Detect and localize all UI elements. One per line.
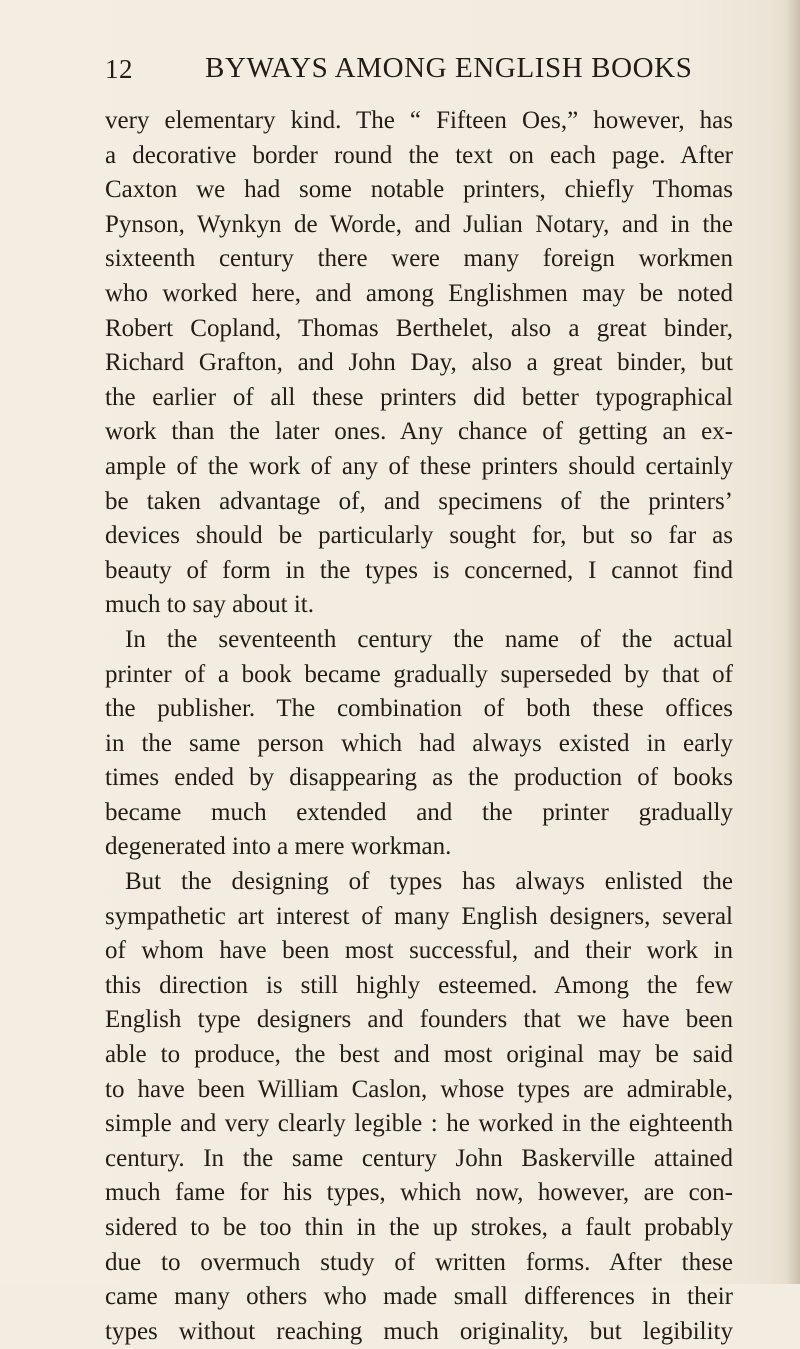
text-line: beauty of form in the types is concerned, I cannot find <box>105 556 733 584</box>
text-line: sympathetic art interest of many English designers, several <box>105 902 733 930</box>
text-line: devices should be particularly sought for, but so far as <box>105 522 733 550</box>
text-line: came many others who made small differences in their <box>105 1283 733 1311</box>
text-line: of whom have been most successful, and their work in <box>105 937 733 965</box>
page-edge-shadow <box>786 0 800 1284</box>
text-line: able to produce, the best and most original may be said <box>105 1041 733 1069</box>
text-line: very elementary kind. The “ Fifteen Oes,” however, has <box>105 107 733 134</box>
running-title: BYWAYS AMONG ENGLISH BOOKS <box>205 52 693 84</box>
text-line: simple and very clearly legible : he worked in the eighteenth <box>105 1110 733 1138</box>
text-line: ample of the work of any of these printers should certainly <box>105 452 733 480</box>
text-line: this direction is still highly esteemed. Among the few <box>105 971 733 999</box>
text-line: Pynson, Wynkyn de Worde, and Julian Notary, and in the <box>105 210 733 238</box>
text-line: work than the later ones. Any chance of getting an ex- <box>105 418 733 446</box>
text-line: be taken advantage of, and specimens of the printers’ <box>105 487 733 515</box>
text-line: much fame for his types, which now, however, are con- <box>105 1179 733 1207</box>
body-text <box>105 104 733 1349</box>
text-line: the earlier of all these printers did better typographical <box>105 383 733 411</box>
text-line: English type designers and founders that we have been <box>105 1006 733 1034</box>
text-line: the publisher. The combination of both these offices <box>105 695 733 723</box>
text-line: in the same person which had always existed in early <box>105 729 733 757</box>
text-line: due to overmuch study of written forms. After these <box>105 1248 733 1276</box>
text-line: times ended by disappearing as the production of books <box>105 764 733 792</box>
page-number: 12 <box>105 54 133 84</box>
text-line: Robert Copland, Thomas Berthelet, also a great binder, <box>105 314 733 342</box>
text-line: Caxton we had some notable printers, chiefly Thomas <box>105 176 733 204</box>
text-line: sidered to be too thin in the up strokes, a fault probably <box>105 1214 733 1241</box>
text-line: much to say about it. <box>105 591 314 619</box>
text-line: Richard Grafton, and John Day, also a great binder, but <box>105 349 733 377</box>
text-line: to have been William Caslon, whose types are admirable, <box>105 1075 733 1103</box>
text-line: degenerated into a mere workman. <box>105 833 452 861</box>
text-line: But the designing of types has always enlisted the <box>125 868 733 896</box>
text-line: became much extended and the printer gradually <box>105 798 733 826</box>
text-line: century. In the same century John Baskerville attained <box>105 1144 733 1172</box>
text-line: sixteenth century there were many foreign workmen <box>105 245 733 273</box>
text-line: printer of a book became gradually superseded by that of <box>105 660 733 688</box>
text-line: who worked here, and among Englishmen may be noted <box>105 279 733 307</box>
text-line: types without reaching much originality, but legibility <box>105 1317 733 1345</box>
text-line: In the seventeenth century the name of the actual <box>125 625 733 653</box>
text-line: a decorative border round the text on each page. After <box>105 141 733 169</box>
page-header <box>105 52 693 92</box>
